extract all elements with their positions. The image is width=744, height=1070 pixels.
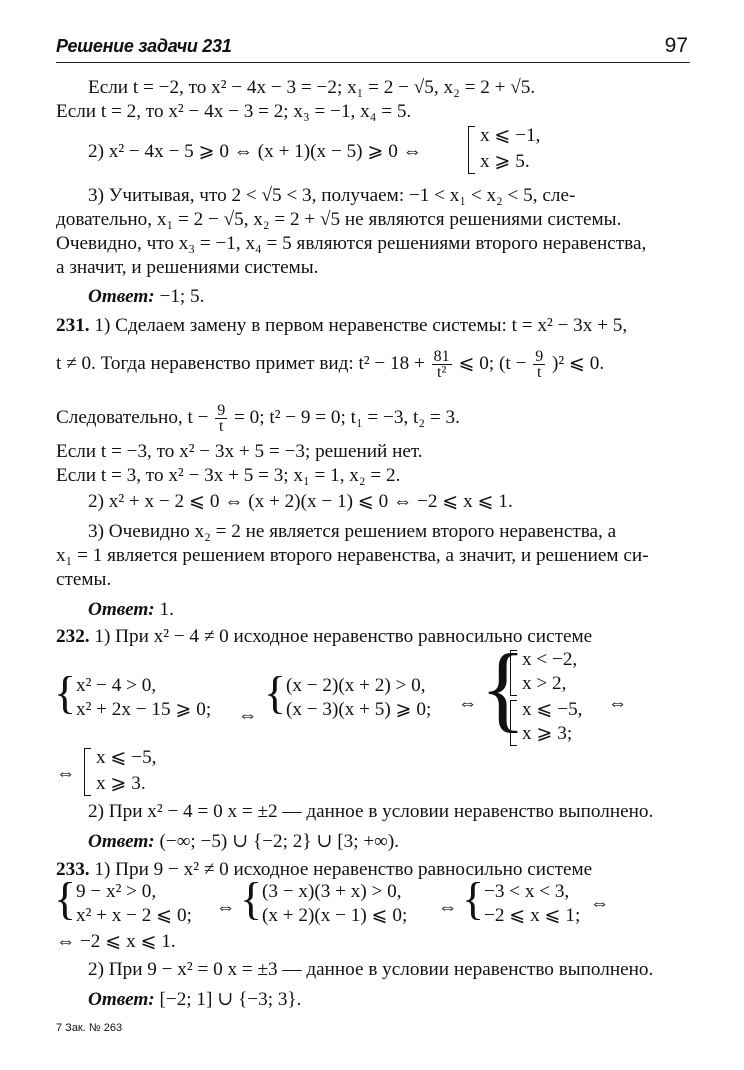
fraction (432, 349, 452, 380)
fraction (215, 403, 227, 434)
formula: (x + 2)(x − 1) ⩽ 0; (262, 905, 408, 926)
text-line: стемы. (56, 569, 112, 590)
text: (t − (499, 353, 527, 374)
text-line: 3) Учитывая, что 2 < √5 < 3, получаем: −1 < x₁ < x₂ < 5, сле- (88, 185, 576, 206)
answer-label: Ответ: (88, 831, 155, 852)
answer-value: (−∞; −5) ∪ {−2; 2} ∪ [3; +∞). (159, 831, 400, 852)
text-line: Если t = −2, то x² − 4x − 3 = −2; x₁ = 2 − √5, x₂ = 2 + √5. (88, 77, 536, 98)
text-line (56, 344, 604, 384)
text-line: ⇔ −2 ⩽ x ⩽ 1. (56, 931, 176, 952)
system-brace: { (54, 667, 77, 718)
equivalence-arrow: ⇔ (608, 693, 628, 714)
problem-233-line (56, 858, 592, 882)
formula: (x − 3)(x + 5) ⩾ 0; (286, 699, 432, 720)
formula: x ⩾ 5. (480, 151, 530, 172)
signature-mark: 7 Зак. № 263 (56, 1022, 123, 1034)
answer-value: 1. (159, 599, 174, 620)
system-brace: { (264, 667, 287, 718)
formula: x² − 4 > 0, (76, 675, 157, 696)
formula: −3 < x < 3, (484, 881, 570, 902)
denominator: t (219, 418, 224, 436)
formula: x ⩽ −5, (522, 699, 583, 720)
header-title: Решение задачи 231 (56, 36, 232, 56)
denominator: t (536, 364, 542, 382)
problem-number: 233. (56, 859, 90, 880)
text: 1) При x² − 4 ≠ 0 исходное неравенство равносильно системе (94, 626, 593, 647)
system-brace: { (54, 873, 77, 924)
set-bracket (468, 126, 475, 174)
formula: −2 ⩽ x ⩽ 1; (484, 905, 581, 926)
formula: x ⩾ 3. (96, 773, 146, 794)
answer-label: Ответ: (88, 599, 155, 620)
answer-value: [−2; 1] ∪ {−3; 3}. (159, 989, 302, 1010)
equivalence-arrow: ⇔ (216, 897, 236, 918)
set-bracket (84, 748, 91, 796)
numerator: 81 (433, 348, 450, 366)
page-number: 97 (664, 34, 688, 57)
equivalence-arrow: ⇔ (238, 705, 258, 726)
text-line: а значит, и решениями системы. (56, 257, 319, 278)
text-line: 2) При 9 − x² = 0 x = ±3 — данное в условии неравенство выполнено. (88, 959, 654, 980)
formula: x < −2, (522, 649, 578, 670)
fraction (533, 349, 545, 380)
formula: (x − 2)(x + 2) > 0, (286, 675, 426, 696)
system-brace: { (462, 873, 485, 924)
system-brace-large: { (480, 634, 527, 741)
text-line: 2) x² − 4x − 5 ⩾ 0 ⇔ (x + 1)(x − 5) ⩾ 0 ⇔ (88, 141, 422, 162)
text: ⩽ 0; (458, 353, 495, 374)
answer-line (88, 285, 204, 309)
text-line: Очевидно, что x₃ = −1, x₄ = 5 являются решениями второго неравенства, (56, 233, 647, 254)
text-line: 2) При x² − 4 = 0 x = ±2 — данное в условии неравенство выполнено. (88, 801, 654, 822)
text-line: Если t = 2, то x² − 4x − 3 = 2; x₃ = −1, x₄ = 5. (56, 101, 412, 122)
text-line: довательно, x₁ = 2 − √5, x₂ = 2 + √5 не являются решениями системы. (56, 209, 622, 230)
equivalence-arrow: ⇔ (56, 763, 76, 784)
equivalence-arrow: ⇔ (458, 693, 478, 714)
formula: x ⩾ 3; (522, 723, 573, 744)
formula: x ⩽ −1, (480, 125, 541, 146)
denominator: t² (437, 364, 447, 382)
text-line: Если t = −3, то x² − 3x + 5 = −3; решений нет. (56, 441, 423, 462)
answer-label: Ответ: (88, 286, 155, 307)
equivalence-arrow: ⇔ (590, 893, 610, 914)
formula: 9 − x² > 0, (76, 881, 157, 902)
answer-value: −1; 5. (159, 286, 205, 307)
text: 1) Сделаем замену в первом неравенстве системы: t = x² − 3x + 5, (94, 315, 628, 336)
problem-231-line (56, 314, 627, 338)
answer-line (88, 830, 399, 854)
text-line (56, 398, 460, 438)
problem-number: 232. (56, 626, 90, 647)
text-line: x₁ = 1 является решением второго неравенства, а значит, и решением си- (56, 545, 649, 566)
running-header (56, 28, 690, 63)
formula: x² + x − 2 ⩽ 0; (76, 905, 192, 926)
equivalence-arrow: ⇔ (438, 897, 458, 918)
system-brace: { (240, 873, 263, 924)
answer-label: Ответ: (88, 989, 155, 1010)
formula: x² + 2x − 15 ⩾ 0; (76, 699, 212, 720)
text: Следовательно, t − (56, 407, 209, 428)
answer-line (88, 988, 301, 1012)
text-line: Если t = 3, то x² − 3x + 5 = 3; x₁ = 1, x₂ = 2. (56, 465, 401, 486)
text-line: 2) x² + x − 2 ⩽ 0 ⇔ (x + 2)(x − 1) ⩽ 0 ⇔ −2 ⩽ x ⩽ 1. (88, 491, 513, 512)
text: t ≠ 0. Тогда неравенство примет вид: t² − 18 + (56, 353, 425, 374)
answer-line (88, 598, 174, 622)
text: 1) При 9 − x² ≠ 0 исходное неравенство равносильно системе (94, 859, 593, 880)
numerator: 9 (217, 402, 226, 420)
numerator: 9 (535, 348, 544, 366)
formula: x ⩽ −5, (96, 747, 157, 768)
set-bracket (510, 650, 517, 696)
formula: x > 2, (522, 673, 567, 694)
text-line: 3) Очевидно x₂ = 2 не является решением второго неравенства, а (88, 521, 617, 542)
set-bracket (510, 700, 517, 746)
problem-number: 231. (56, 315, 90, 336)
formula: (3 − x)(3 + x) > 0, (262, 881, 402, 902)
text: = 0; t² − 9 = 0; t₁ = −3, t₂ = 3. (234, 407, 460, 428)
text: )² ⩽ 0. (551, 353, 605, 374)
